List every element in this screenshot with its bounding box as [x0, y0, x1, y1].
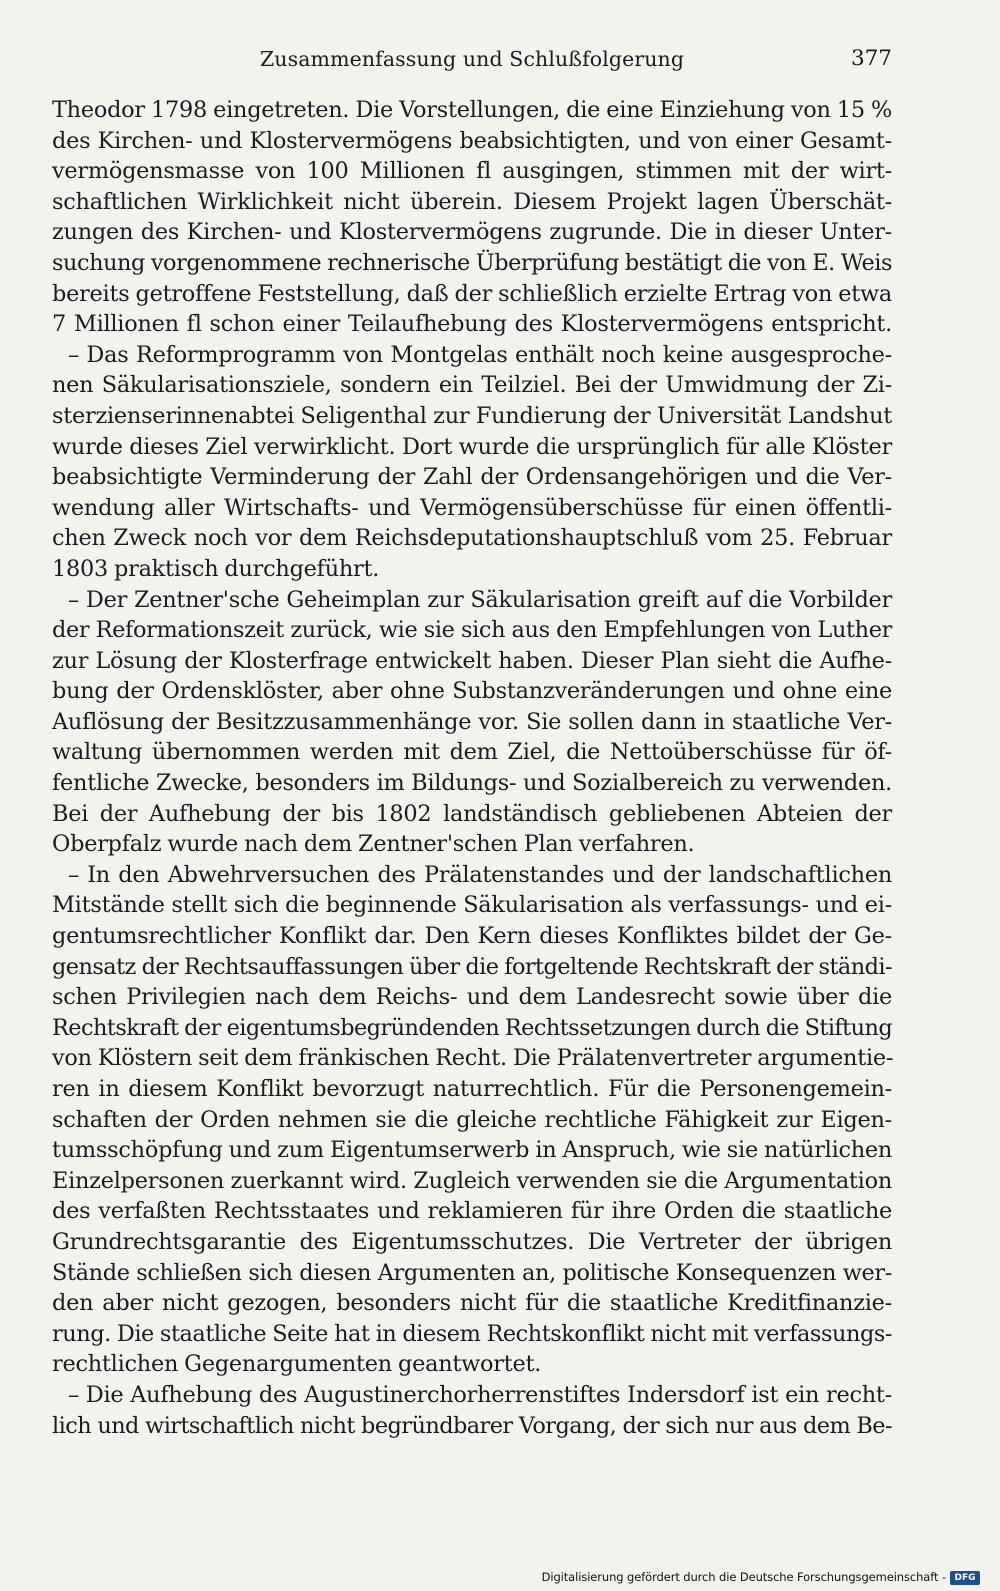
text-line: Rechtskraft der eigentumsbegründenden Rechtssetzungen durch die Stiftung [52, 1014, 893, 1041]
text-line: zungen des Kirchen- und Klostervermögens zugrunde. Die in dieser Unter- [52, 219, 892, 246]
text-line: – Die Aufhebung des Augustinerchorherrenstiftes Indersdorf ist ein recht- [68, 1381, 892, 1408]
page-number: 377 [850, 46, 892, 71]
text-line: gentumsrechtlicher Konflikt dar. Den Kern dieses Konfliktes bildet der Ge- [52, 923, 892, 950]
text-line: den aber nicht gezogen, besonders nicht für die staatliche Kreditfinanzie- [52, 1290, 892, 1317]
text-line: rechtlichen Gegenargumenten geantwortet. [52, 1351, 542, 1378]
text-line: von Klöstern seit dem fränkischen Recht. Die Prälatenvertreter argumentie- [52, 1045, 894, 1072]
text-line: Stände schließen sich diesen Argumenten an, politische Konsequenzen wer- [52, 1259, 892, 1286]
text-line: Auflösung der Besitzzusammenhänge vor. Sie sollen dann in staatliche Ver- [52, 708, 892, 735]
body-text [52, 95, 892, 1441]
text-line: beabsichtigte Verminderung der Zahl der Ordensangehörigen und die Ver- [52, 464, 892, 491]
text-line: schen Privilegien nach dem Reichs- und dem Landesrecht sowie über die [52, 984, 892, 1011]
text-line: zur Lösung der Klosterfrage entwickelt haben. Dieser Plan sieht die Aufhe- [52, 647, 892, 674]
text-line: Theodor 1798 eingetreten. Die Vorstellungen, die eine Einziehung von 15 % [52, 97, 892, 123]
text-line: wendung aller Wirtschafts- und Vermögensüberschüsse für einen öffentli- [52, 494, 892, 521]
text-line: fentliche Zwecke, besonders im Bildungs- und Sozialbereich zu verwenden. [52, 770, 892, 797]
text-line: wurde dieses Ziel verwirklicht. Dort wurde die ursprünglich für alle Klöster [52, 433, 892, 460]
text-line: bereits getroffene Feststellung, daß der schließlich erzielte Ertrag von etwa [52, 280, 892, 307]
funding-notice: Digitalisierung gefördert durch die Deutsche Forschungsgemeinschaft - [541, 1570, 946, 1584]
text-line: nen Säkularisationsziele, sondern ein Teilziel. Bei der Umwidmung der Zi- [52, 372, 892, 399]
text-line: bung der Ordensklöster, aber ohne Substanzveränderungen und ohne eine [52, 678, 892, 705]
text-line: schaftlichen Wirklichkeit nicht überein. Diesem Projekt lagen Überschät- [52, 188, 892, 215]
text-line: rung. Die staatliche Seite hat in diesem Rechtskonflikt nicht mit verfassungs- [52, 1320, 892, 1347]
text-line: des verfaßten Rechtsstaates und reklamieren für ihre Orden die staatliche [52, 1198, 892, 1225]
text-line: lich und wirtschaftlich nicht begründbarer Vorgang, der sich nur aus dem Be- [52, 1412, 892, 1439]
digitization-footer [0, 1561, 1000, 1591]
text-line: gensatz der Rechtsauffassungen über die fortgeltende Rechtskraft der ständi- [52, 953, 892, 980]
text-line: des Kirchen- und Klostervermögens beabsichtigten, und von einer Gesamt- [52, 127, 892, 154]
text-line: Grundrechtsgarantie des Eigentumsschutzes. Die Vertreter der übrigen [52, 1228, 892, 1255]
text-line: 7 Millionen fl schon einer Teilaufhebung des Klostervermögens entspricht. [52, 311, 892, 338]
text-line: der Reformationszeit zurück, wie sie sich aus den Empfehlungen von Luther [52, 617, 892, 644]
text-line: Oberpfalz wurde nach dem Zentner'schen Plan verfahren. [52, 831, 695, 858]
text-line: suchung vorgenommene rechnerische Überprüfung bestätigt die von E. Weis [52, 249, 892, 276]
text-line: – Der Zentner'sche Geheimplan zur Säkularisation greift auf die Vorbilder [68, 586, 892, 613]
text-line: ren in diesem Konflikt bevorzugt naturrechtlich. Für die Personengemein- [52, 1076, 892, 1102]
running-head [52, 42, 892, 76]
dfg-logo-icon: DFG [950, 1571, 980, 1585]
text-line: Mitstände stellt sich die beginnende Säkularisation als verfassungs- und ei- [52, 892, 892, 919]
text-line: – Das Reformprogramm von Montgelas enthält noch keine ausgesproche- [68, 341, 892, 368]
text-line: Bei der Aufhebung der bis 1802 landständisch gebliebenen Abteien der [52, 800, 892, 827]
text-line: – In den Abwehrversuchen des Prälatenstandes und der landschaftlichen [68, 861, 892, 888]
text-line: vermögensmasse von 100 Millionen fl ausgingen, stimmen mit der wirt- [52, 158, 892, 185]
running-title: Zusammenfassung und Schlußfolgerung [259, 47, 685, 71]
text-line: 1803 praktisch durchgeführt. [52, 555, 380, 582]
text-line: sterzienserinnenabtei Seligenthal zur Fundierung der Universität Landshut [52, 402, 892, 429]
text-line: chen Zweck noch vor dem Reichsdeputationshauptschluß vom 25. Februar [52, 525, 892, 552]
text-line: Einzelpersonen zuerkannt wird. Zugleich verwenden sie die Argumentation [52, 1167, 892, 1194]
text-line: schaften der Orden nehmen sie die gleiche rechtliche Fähigkeit zur Eigen- [52, 1106, 892, 1133]
text-line: tumsschöpfung und zum Eigentumserwerb in Anspruch, wie sie natürlichen [52, 1137, 893, 1164]
text-line: waltung übernommen werden mit dem Ziel, die Nettoüberschüsse für öf- [52, 739, 892, 766]
